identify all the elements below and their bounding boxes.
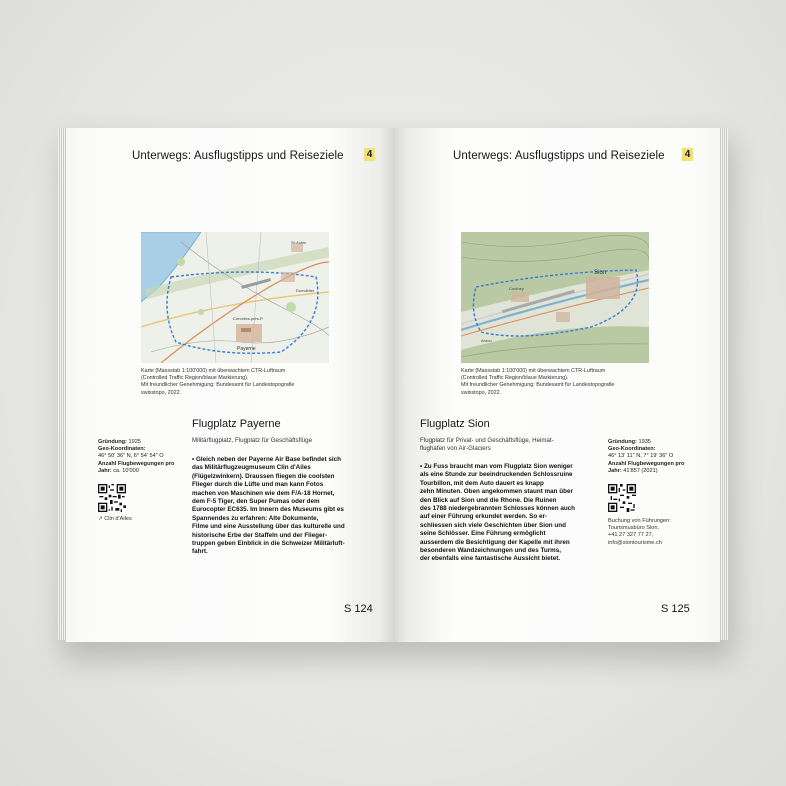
running-head: Unterwegs: Ausflugstipps und Reiseziele <box>453 150 665 162</box>
map-label: Domdidier <box>296 288 315 293</box>
left-page <box>66 128 393 642</box>
chapter-badge: 4 <box>682 148 693 161</box>
page-number: S 125 <box>661 603 690 615</box>
chapter-badge: 4 <box>364 148 375 161</box>
map-label: St-Aubin <box>291 240 307 245</box>
map-label: Ardon <box>481 338 492 343</box>
map-caption: Karte (Massstab 1:100'000) mit überwachtem CTR-Luftraum (Controlled Traffic Region/blaue Markierung). Mit freundlicher Genehmigung: Bundesamt für Landestopografie swisstopo, 2022. <box>461 368 615 396</box>
right-page <box>393 128 720 642</box>
page-number: S 124 <box>344 603 373 615</box>
facts-block: Gründung: 1925 Geo-Koordinaten: 46° 50' 36" N, 6° 54' 54" O Anzahl Flugbewegungen pro Jahr: ca. 10'000 <box>98 439 175 474</box>
map-payerne <box>141 232 329 363</box>
qr-code[interactable] <box>608 484 636 512</box>
body-text: • Gleich neben der Payerne Air Base befindet sich das Militärflugzeugmuseum Clin d'Ailes (Flügelzwinkern). Draussen fliegen die coolsten Flieger durch die Lüfte und man kann Fotos machen von Maschinen wie dem F/A-18 Hornet, dem F-5 Tiger, den Super Pumas oder dem Eurocopter EC635. Im Innern des Museums gibt es Spannendes zu erfahren: Alte Dokumente, Filme und eine Ausstellung über das kulturelle und historische Erbe der Staffeln und der Flieger- truppen geben Einblick in die Schweizer Militärluft- fahrt. <box>192 456 345 556</box>
map-caption: Karte (Massstab 1:100'000) mit überwachtem CTR-Luftraum (Controlled Traffic Region/blaue Markierung). Mit freundlicher Genehmigung: Bundesamt für Landestopografie swisstopo, 2022. <box>141 368 295 396</box>
section-subtitle: Militärflugplatz, Flugplatz für Geschäftsflüge <box>192 437 313 444</box>
running-head: Unterwegs: Ausflugstipps und Reiseziele <box>132 150 344 162</box>
map-sion <box>461 232 649 363</box>
map-label: Payerne <box>237 346 256 352</box>
body-text: • Zu Fuss braucht man vom Flugplatz Sion weniger als eine Stunde zur beeindruckenden Schlossruine Tourbillon, mit dem Auto dauert es knapp zehn Minuten. Oben angekommen staunt man über den Blick auf Sion und die Rhone. Die Ruinen des 1788 niedergebrannten Schlosses können auch auf einer Führung erkundet werden. So er- schliessen sich viele Geschichten über Sion und seine Schlösser. Eine Führung ermöglicht ausserdem die Besichtigung der Kapelle mit ihren besonderen Wandzeichnungen und des Turms, der ebenfalls eine fantastische Aussicht bietet. <box>420 463 576 563</box>
section-title: Flugplatz Sion <box>420 418 490 430</box>
email-link[interactable]: info@siontourisme.ch <box>608 539 662 546</box>
section-subtitle: Flugplatz für Privat- und Geschäftsflüge, Heimat- flughafen von Air-Glaciers <box>420 437 554 453</box>
map-label: Conthey <box>509 286 524 291</box>
booking-info: Buchung von Führungen: Tourismusbüro Sion, +41 27 327 77 27, info@siontourisme.ch <box>608 518 671 546</box>
facts-block: Gründung: 1935 Geo-Koordinaten: 46° 13' 11" N, 7° 19' 36" O Anzahl Flugbewegungen pro Jahr: 41'857 (2021) <box>608 439 685 474</box>
section-title: Flugplatz Payerne <box>192 418 281 430</box>
qr-code[interactable] <box>98 484 126 512</box>
map-label: Corcelles-près-P. <box>233 316 264 321</box>
link-clin-dailes[interactable]: ↗ Clin d'Ailes <box>98 516 132 522</box>
map-label: Sion <box>594 270 607 276</box>
